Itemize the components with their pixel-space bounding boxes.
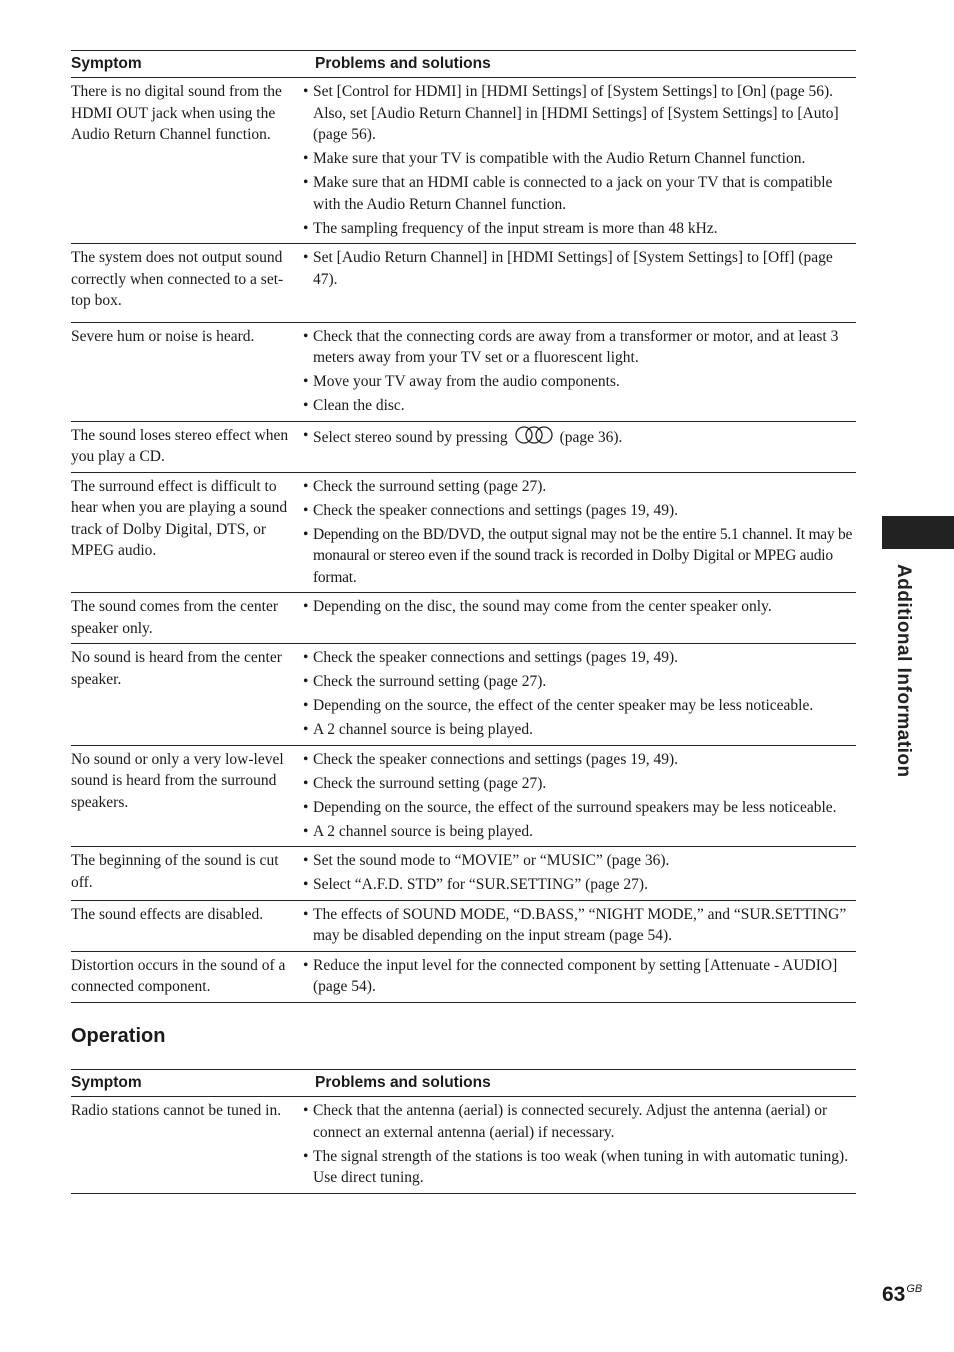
troubleshooting-table <box>71 50 856 1003</box>
symptom-cell: The beginning of the sound is cut off. <box>71 852 279 891</box>
solution-item <box>303 425 856 452</box>
table-row <box>71 846 856 900</box>
table-row <box>71 421 856 472</box>
solution-text-prefix: Select stereo sound by pressing <box>313 428 508 446</box>
symptom-cell: There is no digital sound from the HDMI OUT jack when using the Audio Return Channel function. <box>71 83 282 143</box>
table-row <box>71 643 856 745</box>
page-number-value: 63 <box>882 1283 906 1306</box>
solution-item: • Set [Audio Return Channel] in [HDMI Settings] of [System Settings] to [Off] (page 47). <box>303 247 856 290</box>
symptom-cell: No sound is heard from the center speaker. <box>71 649 282 688</box>
section-tab-marker <box>882 516 954 549</box>
solution-item: • A 2 channel source is being played. <box>303 719 856 741</box>
solutions-list <box>303 904 856 947</box>
solutions-list <box>303 1100 856 1189</box>
operation-table <box>71 1069 856 1194</box>
solutions-list <box>303 850 856 896</box>
table-header <box>71 51 856 78</box>
solution-item: • Depending on the source, the effect of the center speaker may be less noticeable. <box>303 695 856 717</box>
solution-item: • Move your TV away from the audio components. <box>303 371 856 393</box>
header-solutions: Problems and solutions <box>315 55 491 73</box>
table-row <box>71 78 856 243</box>
solutions-list <box>303 749 856 843</box>
solution-item: • Reduce the input level for the connected component by setting [Attenuate - AUDIO] (page 54). <box>303 955 856 998</box>
solution-item: • Check that the connecting cords are away from a transformer or motor, and at least 3 meters away from your TV set or a fluorescent light. <box>303 326 856 369</box>
symptom-cell: No sound or only a very low-level sound is heard from the surround speakers. <box>71 750 284 811</box>
symptom-cell: The sound effects are disabled. <box>71 905 264 923</box>
solution-item: • Make sure that an HDMI cable is connected to a jack on your TV that is compatible with the Audio Return Channel function. <box>303 172 856 215</box>
solution-item: • Check that the antenna (aerial) is connected securely. Adjust the antenna (aerial) or connect an external antenna (aerial) if necessary. <box>303 1100 856 1143</box>
table-header <box>71 1070 856 1097</box>
solution-item: • Depending on the disc, the sound may come from the center speaker only. <box>303 596 856 618</box>
solutions-list <box>303 326 856 417</box>
solutions-list <box>303 425 856 468</box>
solution-item: • Select “A.F.D. STD” for “SUR.SETTING” (page 27). <box>303 874 856 896</box>
section-title-operation: Operation <box>71 1025 166 1047</box>
solution-item: • The sampling frequency of the input stream is more than 48 kHz. <box>303 218 856 240</box>
header-symptom: Symptom <box>71 1074 142 1092</box>
page-number-suffix: GB <box>906 1283 923 1295</box>
header-symptom: Symptom <box>71 55 142 73</box>
table-row <box>71 592 856 643</box>
solution-item: • The effects of SOUND MODE, “D.BASS,” “NIGHT MODE,” and “SUR.SETTING” may be disabled depending on the input stream (page 54). <box>303 904 856 947</box>
solutions-list <box>303 955 856 998</box>
sound-mode-button-icon <box>514 425 554 452</box>
solution-item: • Depending on the source, the effect of the surround speakers may be less noticeable. <box>303 797 856 819</box>
solution-text-suffix: (page 36). <box>559 428 623 446</box>
table-row <box>71 900 856 951</box>
table-row <box>71 243 856 322</box>
solutions-list <box>303 596 856 639</box>
solution-item: • Check the speaker connections and settings (pages 19, 49). <box>303 500 856 522</box>
symptom-cell: The system does not output sound correctly when connected to a set-top box. <box>71 249 284 309</box>
solutions-list <box>303 476 856 589</box>
symptom-cell: Severe hum or noise is heard. <box>71 327 255 345</box>
table-row <box>71 322 856 421</box>
table-row <box>71 1097 856 1193</box>
solutions-list <box>303 81 856 239</box>
table-row <box>71 472 856 593</box>
solution-item: • Check the surround setting (page 27). <box>303 773 856 795</box>
symptom-cell: The sound comes from the center speaker only. <box>71 598 279 637</box>
solution-item: • Check the speaker connections and settings (pages 19, 49). <box>303 647 856 669</box>
solution-item: • Set [Control for HDMI] in [HDMI Settings] of [System Settings] to [On] (page 56). Also, set [Audio Return Channel] in [HDMI Settings] of [System Settings] to [Auto] (page 56). <box>303 81 856 146</box>
table-row <box>71 951 856 1002</box>
solution-item: • Make sure that your TV is compatible with the Audio Return Channel function. <box>303 148 856 170</box>
solution-item: • Set the sound mode to “MOVIE” or “MUSIC” (page 36). <box>303 850 856 872</box>
table-row <box>71 745 856 847</box>
solution-item: • Clean the disc. <box>303 395 856 417</box>
symptom-cell: Distortion occurs in the sound of a connected component. <box>71 956 286 995</box>
solution-item: • Check the speaker connections and settings (pages 19, 49). <box>303 749 856 771</box>
symptom-cell: The surround effect is difficult to hear when you are playing a sound track of Dolby Digital, DTS, or MPEG audio. <box>71 477 288 559</box>
symptom-cell: The sound loses stereo effect when you play a CD. <box>71 426 289 465</box>
page-number <box>882 1283 922 1307</box>
solution-item: • The signal strength of the stations is too weak (when tuning in with automatic tuning). Use direct tuning. <box>303 1146 856 1189</box>
solutions-list <box>303 247 856 312</box>
solution-item: • Check the surround setting (page 27). <box>303 476 856 498</box>
symptom-cell: Radio stations cannot be tuned in. <box>71 1102 282 1119</box>
section-tab-label: Additional Information <box>893 564 914 778</box>
solution-item: • Depending on the BD/DVD, the output signal may not be the entire 5.1 channel. It may be monaural or stereo even if the sound track is recorded in Dolby Digital or MPEG audio format. <box>303 524 856 589</box>
solution-item: • Check the surround setting (page 27). <box>303 671 856 693</box>
solution-item: • A 2 channel source is being played. <box>303 821 856 843</box>
header-solutions: Problems and solutions <box>315 1074 491 1092</box>
solutions-list <box>303 647 856 741</box>
